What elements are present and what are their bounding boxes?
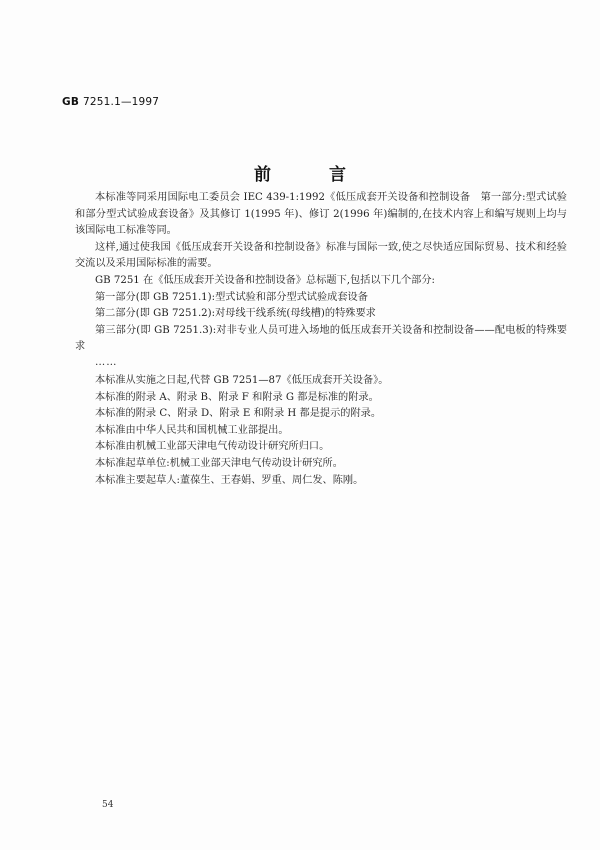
part-item-1: 第一部分(即 GB 7251.1):型式试验和部分型式试验成套设备 <box>95 291 368 303</box>
page-title: 前 言 <box>254 165 372 185</box>
paragraph-purpose: 这样,通过使我国《低压成套开关设备和控制设备》标准与国际一致,使之尽快适应国际贸易、技术和经验交流以及采用国际标准的需要。 <box>75 241 567 270</box>
parts-intro-line: GB 7251 在《低压成套开关设备和控制设备》总标题下,包括以下几个部分: <box>95 274 435 286</box>
note-centralized-by: 本标准由机械工业部天津电气传动设计研究所归口。 <box>95 441 330 453</box>
paragraph-adoption: 本标准等同采用国际电工委员会 IEC 439-1:1992《低压成套开关设备和控制设备 第一部分:型式试验和部分型式试验成套设备》及其修订 1(1995 年)、修订 2(1996 年)编制的,在技术内容上和编写规则上均与该国际电工标准等同。 <box>75 192 567 237</box>
note-drafting-unit: 本标准起草单位:机械工业部天津电气传动设计研究所。 <box>95 457 343 469</box>
standard-code: 7251.1—1997 <box>83 96 160 108</box>
part-item-3: 第三部分(即 GB 7251.3):对非专业人员可进入场地的低压成套开关设备和控制设备——配电板的特殊要求 <box>75 324 567 353</box>
part-item-2: 第二部分(即 GB 7251.2):对母线干线系统(母线槽)的特殊要求 <box>95 308 376 320</box>
standard-prefix: GB <box>62 96 80 108</box>
note-replaces: 本标准从实施之日起,代替 GB 7251—87《低压成套开关设备》。 <box>95 374 389 386</box>
ellipsis: …… <box>95 356 118 368</box>
note-informative-annexes: 本标准的附录 C、附录 D、附录 E 和附录 H 都是提示的附录。 <box>95 408 382 420</box>
note-proposed-by: 本标准由中华人民共和国机械工业部提出。 <box>95 424 289 436</box>
standard-number <box>62 96 159 108</box>
page-number: 54 <box>102 800 114 810</box>
document-body <box>75 190 567 489</box>
note-normative-annexes: 本标准的附录 A、附录 B、附录 F 和附录 G 都是标准的附录。 <box>95 391 379 403</box>
note-main-drafters: 本标准主要起草人:董葆生、王春娟、罗重、周仁发、陈刚。 <box>95 474 364 486</box>
